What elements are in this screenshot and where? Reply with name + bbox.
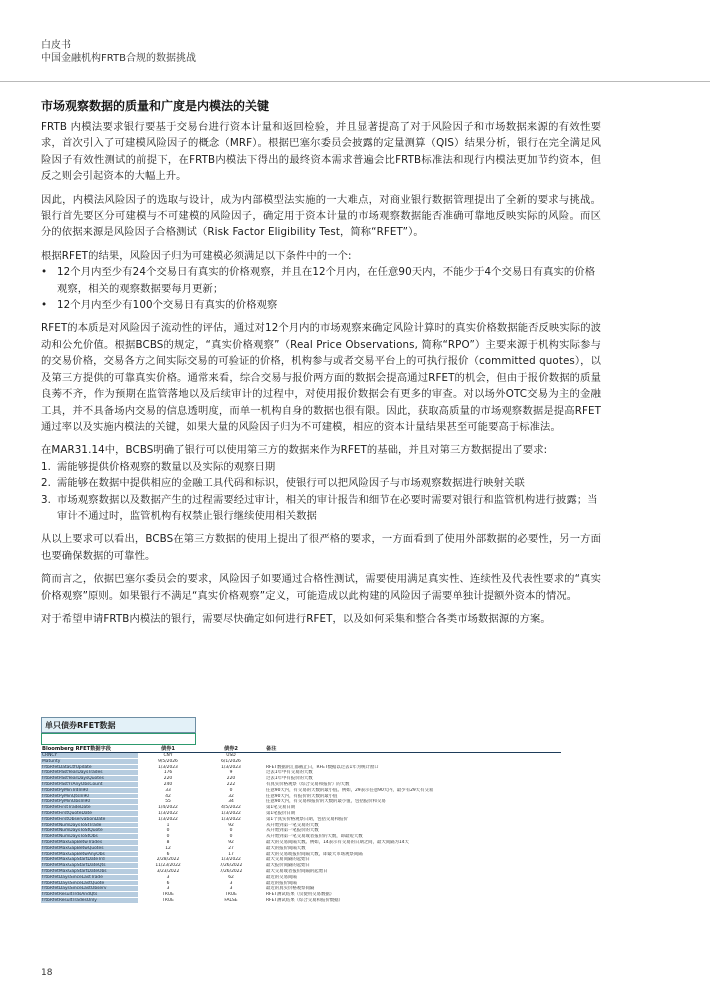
table-cell: 最大交易间隔的起始日 [266, 857, 310, 863]
table-cell: 1/3/2022 [221, 810, 241, 816]
column-header: 债券2 [224, 746, 238, 752]
table-cell: 0 [229, 787, 233, 793]
table-cell: 9/5/2026 [158, 758, 178, 764]
table-cell: 240 [163, 781, 173, 787]
bullet-mark: • [41, 299, 48, 312]
table-cell: 3/23/2022 [156, 868, 180, 874]
table-cell: 第1笔交易日期 [266, 805, 296, 811]
table-cell: 最大报价间隔的起始日 [266, 863, 310, 869]
table-cell: 27 [228, 845, 234, 851]
table-cell: 34 [228, 799, 234, 805]
list-number: 2. [41, 477, 52, 490]
field-name-cell: frtbRfetMaxGapBetwTrades [41, 840, 138, 846]
header-doc-type: 白皮书 [41, 40, 71, 51]
field-name-cell: frtbRfetDataCtfUpdate [41, 765, 138, 771]
table-cell: 1/3/2023 [158, 764, 178, 770]
table-cell: 任意90天内，有报价的天数的最小值 [266, 793, 338, 799]
field-name-cell: frtbRfetDaysSinceLastTrade [41, 875, 138, 881]
paragraph: 简而言之，依据巴塞尔委员会的要求，风险因子如要通过合格性测试，需要使用满足真实性、连续性及代表性要求的“真实价格观察”原则。如果银行不满足“真实价格观察”定义，可能造成以此构建的风险因子需要单独计提额外资本的情况。 [41, 573, 601, 602]
table-cell: TRUE [225, 892, 237, 898]
cell-selection-box [41, 733, 196, 745]
paragraph: FRTB 内模法要求银行要基于交易台进行资本计量和返回检验，并且显著提高了对于风险因子和市场数据来源的有效性要求，首次引入了可建模风险因子的概念（MRF）。根据巴塞尔委员会披露的定量测算（QIS）结果分析，银行在完全满足风险因子有效性测试的前提下，在FRTB内模法下得出的最终资本需求普遍会比FRTB标准法和现行内模法更加节约资本，但反之则会引起资本的大幅上升。 [41, 121, 601, 183]
table-cell: 42 [165, 793, 171, 799]
field-name-cell: CRNCY [41, 753, 138, 759]
column-header: 债券1 [161, 746, 175, 752]
paragraph: 因此，内模法风险因子的选取与设计，成为内部模型法实施的一大难点，对商业银行数据管理提出了全新的要求与挑战。银行首先要区分可建模与不可建模的风险因子，确定用于资本计量的市场观察数据能否准确可靠地反映实际的风险。而区分的依据来源是风险因子合格测试（Risk Factor Eligibility Test，简称“RFET”）。 [41, 193, 601, 239]
main-content [41, 98, 601, 634]
table-cell: 第1笔报价日期 [266, 810, 296, 816]
table-header-row [41, 745, 561, 753]
table-cell: 0 [166, 834, 170, 840]
table-cell: TRUE [162, 892, 174, 898]
table-cell: 从开始到第一笔交易或者报价的天数，即最短天数 [266, 834, 363, 840]
table-cell: 1/3/2022 [158, 810, 178, 816]
list-item: • 12个月内至少有24个交易日有真实的价格观察，并且在12个月内，在任意90天内，不能少于4个交易日有真实的价格观察，相关的观察数据要每月更新； [41, 266, 596, 295]
field-name-cell: frtbRfetMaxGapBetwQuotes [41, 846, 138, 852]
table-cell: 220 [163, 776, 173, 782]
table-cell: FALSE [224, 897, 238, 903]
rfet-data-table [41, 717, 601, 904]
paragraph: 根据RFET的结果，风险因子归为可建模必须满足以下条件中的一个: [41, 249, 352, 262]
table-cell: 92 [228, 839, 234, 845]
field-name-cell: frtbRfetPastYrAnyObsCount [41, 782, 138, 788]
table-cell: 3 [166, 886, 170, 892]
table-cell: 9 [229, 770, 233, 776]
paragraph: 对于希望申请FRTB内模法的银行，需要尽快确定如何进行RFET，以及如何采集和整合各类市场数据源的方案。 [41, 612, 551, 625]
bullet-list [41, 264, 601, 313]
header-divider [0, 81, 710, 82]
field-name-cell: frtbRfetPastYearDaysQuotes [41, 776, 138, 782]
table-cell: 12 [165, 845, 171, 851]
table-title: 单只债券RFET数据 [41, 717, 196, 733]
bullet-mark: • [41, 266, 48, 279]
table-cell: 3 [229, 880, 233, 886]
paragraph: RFET的本质是对风险因子流动性的评估，通过对12个月内的市场观察来确定风险计算时的真实价格数据能否反映实际的波动和公允价值。根据BCBS的规定，“真实价格观察”（Real Price Observations, 简称“RPO”）主要来源于机构实际参与的交易价格，交易各方之间实际交易的可验证的价格，机构参与或者交易平台上的可执行报价（committed quotes），以及第三方提供的可靠真实价格。通常来看，综合交易与报价两方面的数据会提高通过RFET的机会，但由于报价数据的质量良莠不齐，作为预期在监管落地以及后续审计的过程中，对使用报价数据会有更多的审查。对以场外OTC交易为主的金融工具，并不具备场内交易的信息透明度，而单一机构自身的数据也很有限。因此，获取高质量的市场观察数据是提高RFET通过率以及实施内模法的关键，如果大量的风险因子归为不可建模，相应的资本计量结果甚至可能要高于标准法。 [41, 322, 601, 433]
table-cell: 最大的交易间隔天数。例如，14表示有交易的日期之间，最大间隔为14天 [266, 839, 409, 845]
field-name-cell: frtbRfetPyMinTrdIn90 [41, 788, 138, 794]
list-number: 1. [41, 460, 52, 473]
field-name-cell: Maturity [41, 759, 138, 765]
table-cell: 任意90天内，有交易和报价的天数的最小值，包括报价和交易 [266, 799, 386, 805]
field-name-cell: frtbRfetResultTrdsAndQts [41, 892, 138, 898]
table-cell: 最近的真实价格观察间隔 [266, 886, 315, 892]
table-cell: 1/4/2022 [158, 805, 178, 811]
table-cell: 1/3/2023 [221, 764, 241, 770]
field-name-cell: frtbRfetMaxGapStartDateQts [41, 863, 138, 869]
table-cell: 8 [166, 839, 170, 845]
field-name-cell: frtbRfetFirstQuoteDate [41, 811, 138, 817]
table-cell: 33 [165, 787, 171, 793]
field-name-cell: frtbRfetNumDaysToStTrade [41, 823, 138, 829]
table-cell: 55 [165, 799, 171, 805]
table-cell: 从开始到第一笔报价的天数 [266, 828, 319, 834]
field-name-cell: frtbRfetMaxGapBetwAnyObs [41, 852, 138, 858]
header-doc-title: 中国金融机构FRTB合规的数据挑战 [41, 53, 196, 64]
field-name-cell: frtbRfetMaxGapStartDateTrd [41, 857, 138, 863]
column-header: Bloomberg RFET数据字段 [41, 745, 138, 752]
table-cell: 1 [166, 822, 170, 828]
table-cell: 从开始到第一笔交易的天数 [266, 822, 319, 828]
table-cell: TRUE [162, 897, 174, 903]
page-header [41, 39, 196, 65]
table-cell: USD [226, 753, 236, 758]
table-cell: 最大的交易或报价间隔天数，即最大市场观察间隔 [266, 851, 363, 857]
table-cell: 176 [163, 770, 173, 776]
list-number: 3. [41, 493, 52, 506]
table-cell: 222 [226, 781, 236, 787]
table-cell: 11/23/2022 [155, 863, 181, 869]
table-grid [41, 745, 561, 904]
table-cell: 17 [228, 851, 234, 857]
table-cell: 0 [229, 834, 233, 840]
column-header: 备注 [266, 746, 277, 752]
table-cell: RFET测试结果（综合交易和报价数据） [266, 897, 343, 903]
field-name-cell: frtbRfetPyMinQtsIn90 [41, 794, 138, 800]
field-name-cell: frtbRfetFirstObservationDate [41, 817, 138, 823]
table-cell: 4/5/2022 [221, 805, 241, 811]
table-cell: 1/3/2022 [221, 816, 241, 822]
field-name-cell: frtbRfetDaysSinceLastQuote [41, 881, 138, 887]
table-cell: RFET测试结果（仅使用交易数据） [266, 892, 335, 898]
table-cell: 6 [166, 851, 170, 857]
field-name-cell: frtbRfetNumDaysToStQuote [41, 828, 138, 834]
table-cell: 过去1年中有报价的天数 [266, 776, 313, 782]
table-cell: 1/3/2022 [221, 857, 241, 863]
table-cell: 32 [228, 793, 234, 799]
numbered-list [41, 459, 601, 525]
field-name-cell: frtbRfetDaysSinceLastObserv [41, 886, 138, 892]
table-cell: 最近的报价间隔 [266, 880, 297, 886]
table-cell: 92 [228, 822, 234, 828]
section-title: 市场观察数据的质量和广度是内模法的关键 [41, 99, 270, 113]
field-name-cell: frtbRfetPastYearDaysTrades [41, 770, 138, 776]
list-item: • 12个月内至少有100个交易日有真实的价格观察 [41, 297, 601, 313]
table-cell: 1/3/2022 [158, 816, 178, 822]
table-cell: 任意90天内，有交易的天数的最小值。例如，29表示任意90天内，最少有29天有交易 [266, 787, 434, 793]
page-number: 18 [41, 968, 53, 978]
table-cell: 0 [229, 828, 233, 834]
table-cell: 过去1年中有交易的天数 [266, 770, 313, 776]
field-name-cell: frtbRfetResultTradesOnly [41, 898, 138, 904]
table-cell: 62 [228, 874, 234, 880]
table-cell: 2/28/2022 [156, 857, 180, 863]
field-name-cell: frtbRfetFirstTradeDate [41, 805, 138, 811]
table-cell: 0 [166, 828, 170, 834]
table-cell: 3 [166, 874, 170, 880]
table-cell: 第1个真实价格观察日期，包括交易和报价 [266, 816, 348, 822]
paragraph: 从以上要求可以看出，BCBS在第三方数据的使用上提出了很严格的要求，一方面看到了使用外部数据的必要性，另一方面也要确保数据的可靠性。 [41, 533, 601, 562]
table-cell: RFET数据的汇都截止日，RFET数据以过去1年为统计窗口 [266, 764, 379, 770]
table-cell: CNY [163, 753, 173, 758]
field-name-cell: frtbRfetMaxGapStartDateObs [41, 869, 138, 875]
table-cell: 最大交易或者报价间隔的起始日 [266, 868, 328, 874]
paragraph: 在MAR31.14中，BCBS明确了银行可以使用第三方的数据来作为RFET的基础，并且对第三方数据提出了要求: [41, 444, 548, 457]
table-cell: 最近的交易间隔 [266, 874, 297, 880]
table-cell: 220 [226, 776, 236, 782]
table-cell: 6 [166, 880, 170, 886]
table-cell: 最大的报价间隔天数 [266, 845, 306, 851]
list-item: 1. 需能够提供价格观察的数量以及实际的观察日期 [41, 459, 601, 475]
list-item: 2. 需能够在数据中提供相应的金融工具代码和标识，使银行可以把风险因子与市场观察数据进行映射关联 [41, 475, 601, 491]
table-cell: 有真实价格观察（综合交易和报价）的天数 [266, 781, 350, 787]
table-row [41, 898, 561, 904]
table-cell: 3 [229, 886, 233, 892]
list-item: 3. 市场观察数据以及数据产生的过程需要经过审计，相关的审计报告和细节在必要时需要对银行和监管机构进行披露；当审计不通过时，监管机构有权禁止银行继续使用相关数据 [41, 493, 598, 522]
table-cell: 6/1/2026 [221, 758, 241, 764]
field-name-cell: frtbRfetNumDaysToStObs [41, 834, 138, 840]
field-name-cell: frtbRfetPyMinObsIn90 [41, 799, 138, 805]
table-cell: 7/26/2022 [219, 863, 243, 869]
table-cell: 7/26/2022 [219, 868, 243, 874]
